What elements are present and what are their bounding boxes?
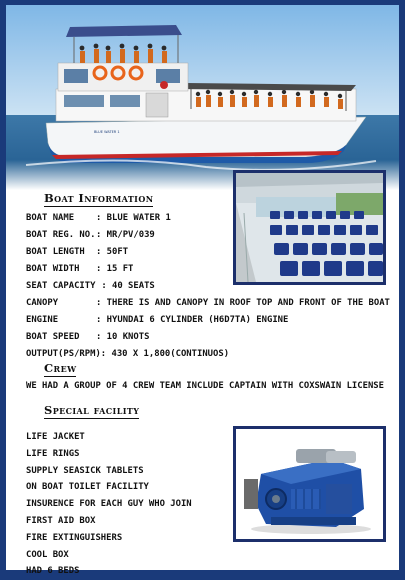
engine-photo-frame xyxy=(233,426,386,542)
spec-row xyxy=(26,227,390,244)
list-item: FIRST AID BOX xyxy=(26,515,96,526)
spec-row xyxy=(26,329,390,346)
spec-label: SEAT CAPACITY xyxy=(26,281,96,291)
spec-row xyxy=(26,312,390,329)
list-item: INSURENCE FOR EACH GUY WHO JOIN xyxy=(26,499,192,510)
spec-row xyxy=(26,244,390,261)
boat-specs xyxy=(26,210,390,363)
list-item: ON BOAT TOILET FACILITY xyxy=(26,482,149,493)
boat-hero-photo xyxy=(6,5,399,190)
crew-description: WE HAD A GROUP OF 4 CREW TEAM INCLUDE CAPTAIN WITH COXSWAIN LICENSE xyxy=(26,381,384,391)
facility-list xyxy=(26,429,192,580)
list-item: COOL BOX xyxy=(26,549,69,560)
list-item: LIFE JACKET xyxy=(26,432,85,442)
list-item: FIRE EXTINGUISHERS xyxy=(26,532,123,543)
boat-information-heading: Boat Information xyxy=(44,191,154,205)
hull-name-text: BLUE WATER 1 xyxy=(94,130,120,134)
spec-value: : HYUNDAI 6 CYLINDER (H6D7TA) ENGINE xyxy=(96,315,289,325)
spec-value: : 10 KNOTS xyxy=(96,332,150,342)
spec-row xyxy=(26,261,390,278)
spec-value: : 50FT xyxy=(96,247,129,257)
spec-row xyxy=(26,346,390,363)
spec-label: BOAT LENGTH xyxy=(26,247,85,257)
spec-label: BOAT WIDTH xyxy=(26,264,80,274)
spec-label: ENGINE xyxy=(26,315,59,325)
brochure-page xyxy=(6,5,399,577)
spec-value: : MR/PV/039 xyxy=(96,230,155,240)
spec-label: BOAT REG. NO. xyxy=(26,230,96,240)
list-item: HAD 6 BEDS xyxy=(26,566,80,577)
spec-label: CANOPY xyxy=(26,298,59,308)
list-item: LIFE RINGS xyxy=(26,448,80,459)
engine-photo xyxy=(236,429,383,539)
spec-row xyxy=(26,295,390,312)
special-facility-heading: Special facility xyxy=(44,403,140,417)
spec-value: : 15 FT xyxy=(96,264,134,274)
spec-label: BOAT NAME xyxy=(26,213,75,223)
spec-value: 430 X 1,800(CONTINUOS) xyxy=(106,349,230,359)
spec-label: OUTPUT(PS/RPM): xyxy=(26,349,107,359)
spec-value: : 40 SEATS xyxy=(96,281,155,291)
spec-row xyxy=(26,278,390,295)
spec-label: BOAT SPEED xyxy=(26,332,80,342)
spec-value: : BLUE WATER 1 xyxy=(96,213,171,223)
spec-value: : THERE IS AND CANOPY IN ROOF TOP AND FRONT OF THE BOAT xyxy=(96,298,390,308)
crew-heading: Crew xyxy=(44,361,77,375)
spec-row xyxy=(26,210,390,227)
list-item: SUPPLY SEASICK TABLETS xyxy=(26,465,144,476)
